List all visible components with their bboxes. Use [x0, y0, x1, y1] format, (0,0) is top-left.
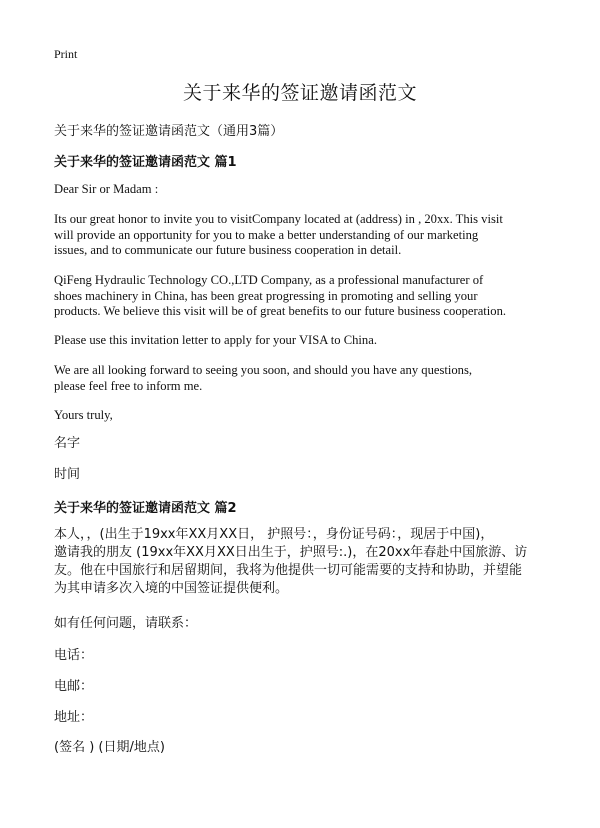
- paragraph-line: will provide an opportunity for you to make a better understanding of our marketing: [54, 227, 479, 242]
- paragraph-line: 邀请我的朋友 (19xx年XX月XX日出生于，护照号:.)，在20xx年春赴中国旅游、访: [54, 545, 528, 560]
- document-title: 关于来华的签证邀请函范文: [182, 82, 417, 104]
- paragraph-line: please feel free to inform me.: [54, 378, 203, 393]
- address-label: 地址：: [54, 710, 94, 725]
- section1-heading: 关于来华的签证邀请函范文 篇1: [54, 155, 237, 170]
- print-link[interactable]: Print: [54, 47, 78, 61]
- paragraph-line: shoes machinery in China, has been great progressing in promoting and selling your: [54, 288, 478, 303]
- section1-paragraph-1: [54, 212, 546, 259]
- paragraph-line: 友。他在中国旅行和居留期间，我将为他提供一切可能需要的支持和协助，并望能: [54, 563, 523, 578]
- section1-paragraph-4: [54, 363, 546, 394]
- paragraph-line: 为其申请多次入境的中国签证提供便利。: [54, 581, 289, 596]
- section1-paragraph-2: [54, 273, 546, 320]
- section2-heading: 关于来华的签证邀请函范文 篇2: [54, 501, 237, 516]
- phone-label: 电话：: [54, 648, 94, 663]
- signature-label: (签名 ) (日期/地点): [54, 740, 165, 755]
- name-label: 名字: [54, 436, 81, 451]
- section1-paragraph-3: Please use this invitation letter to apply for your VISA to China.: [54, 333, 377, 347]
- closing: Yours truly,: [54, 408, 113, 422]
- paragraph-line: 本人，，(出生于19xx年XX月XX日， 护照号：，身份证号码：，现居于中国)，: [54, 527, 494, 542]
- section2-paragraph-1: [54, 526, 546, 598]
- salutation: Dear Sir or Madam :: [54, 182, 159, 196]
- time-label: 时间: [54, 467, 81, 482]
- paragraph-line: products. We believe this visit will be of great benefits to our future business cooperation.: [54, 304, 507, 318]
- paragraph-line: Its our great honor to invite you to visitCompany located at (address) in , 20xx. This visit: [54, 212, 503, 226]
- contact-intro: 如有任何问题，请联系：: [54, 616, 198, 631]
- paragraph-line: QiFeng Hydraulic Technology CO.,LTD Company, as a professional manufacturer of: [54, 273, 484, 287]
- paragraph-line: issues, and to communicate our future business cooperation in detail.: [54, 243, 402, 257]
- document-subtitle: 关于来华的签证邀请函范文（通用3篇）: [54, 124, 284, 139]
- paragraph-line: We are all looking forward to seeing you soon, and should you have any questions,: [54, 363, 472, 377]
- email-label: 电邮：: [54, 679, 94, 694]
